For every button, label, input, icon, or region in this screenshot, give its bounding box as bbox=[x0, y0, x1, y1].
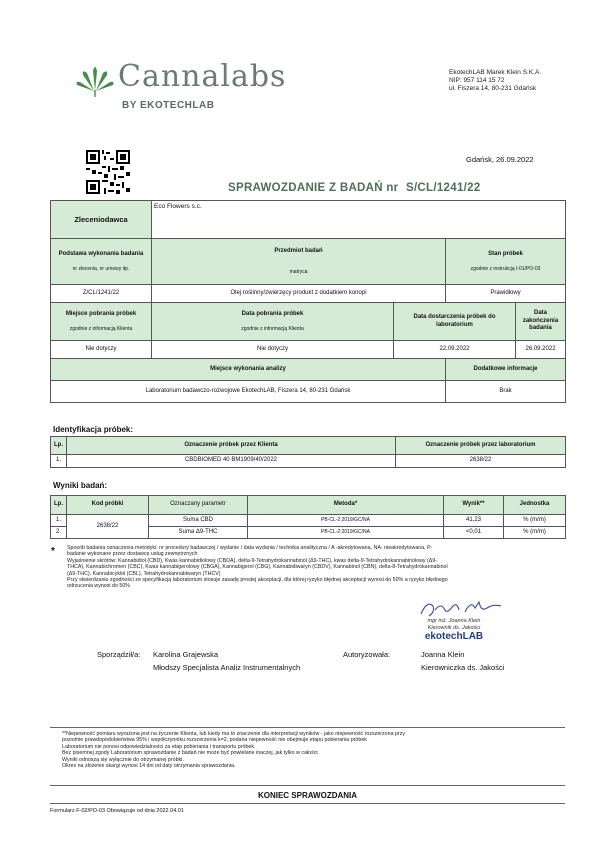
sample-state-label: Stan próbek bbox=[488, 250, 523, 257]
res-col-method: Metoda* bbox=[248, 496, 444, 515]
res-result: <0,01 bbox=[444, 527, 504, 539]
res-col-code: Kod próbki bbox=[67, 496, 149, 515]
prepared-role: Młodszy Specjalista Analiz Instrumentalnych bbox=[153, 663, 301, 672]
sampling-place-cell bbox=[51, 303, 152, 341]
footnote-line: Wyniki odnoszą się wyłącznie do otrzymanej próbki. bbox=[62, 756, 184, 763]
sampling-date-value: Nie dotyczy bbox=[152, 341, 394, 359]
footnote-line: Okres na złożenie skargi wynosi 14 dni od daty otrzymania sprawozdania. bbox=[62, 763, 236, 770]
basis-label: Podstawa wykonania badania bbox=[58, 250, 144, 257]
notes-line: odrzucenia wynosi do 50% bbox=[67, 583, 131, 590]
company-info bbox=[449, 69, 541, 93]
res-col-unit: Jednostka bbox=[504, 496, 566, 515]
report-info-table bbox=[50, 200, 566, 403]
authorized-role: Kierowniczka ds. Jakości bbox=[421, 663, 505, 672]
end-date-value: 26.09.2022 bbox=[516, 341, 566, 359]
subject-value: Olej roślinny/zwierzęcy produkt z dodatkiem konopi bbox=[152, 285, 446, 303]
basis-cell bbox=[51, 239, 152, 285]
notes-line: (Δ9-THC), Kannabicyklol (CBL), Tetrahydrokannabiwaryn (THCV) bbox=[67, 570, 221, 577]
client-value: Eco Flowers s.c. bbox=[152, 201, 566, 239]
sample-state-value: Prawidłowy bbox=[446, 285, 566, 303]
res-param: Suma Δ9-THC bbox=[149, 527, 248, 539]
sampling-date-cell bbox=[152, 303, 394, 341]
id-col-client: Oznaczenie próbek przez Klienta bbox=[67, 437, 396, 455]
sampling-date-sub: zgodnie z informacją Klienta bbox=[241, 326, 304, 332]
logo-wordmark: Cannalabs bbox=[118, 59, 287, 94]
stamp-name: mgr inż. Joanna Klein bbox=[427, 618, 481, 624]
sample-state-cell bbox=[446, 239, 566, 285]
divider bbox=[50, 785, 565, 786]
res-code: 2638/22 bbox=[67, 515, 149, 539]
company-name: EkotechLAB Marek Klein S.K.A. bbox=[449, 69, 542, 76]
client-label: Zleceniodawca bbox=[51, 201, 152, 239]
res-col-lp: Lp. bbox=[51, 496, 67, 515]
notes-block bbox=[67, 545, 567, 590]
end-date-label: Data zakończenia badania bbox=[516, 303, 566, 341]
res-lp: 2. bbox=[51, 527, 67, 539]
id-lp: 1. bbox=[51, 455, 67, 468]
company-nip: NIP: 957 114 15 72 bbox=[449, 77, 505, 84]
footnotes bbox=[62, 731, 562, 769]
delivery-date-label: Data dostarczenia próbek do laboratorium bbox=[394, 303, 516, 341]
notes-line: Przy stwierdzaniu zgodności ze specyfikacją laboratorium stosuje zasadę prostej akceptacji, dla której ryzyko błędnej akceptacji wynosi do 50% a ryzyko błędnego bbox=[67, 577, 448, 584]
footnote-line: Bez pisemnej zgody Laboratorium sprawozdanie z badań nie może być powielane inaczej, jak tylko w całości. bbox=[62, 750, 320, 757]
id-col-lab: Oznaczenie próbek przez laboratorium bbox=[396, 437, 566, 455]
cannabis-leaf-icon bbox=[75, 61, 115, 97]
subject-sub: matryca bbox=[289, 269, 308, 275]
identification-heading: Identyfikacja próbek: bbox=[53, 425, 134, 434]
results-heading: Wyniki badań: bbox=[53, 481, 108, 490]
sampling-place-sub: zgodnie z informacją Klienta bbox=[69, 326, 133, 332]
report-title bbox=[228, 182, 481, 194]
company-address: ul. Fiszera 14, 80-231 Gdańsk bbox=[449, 85, 537, 92]
divider bbox=[50, 803, 565, 804]
res-result: 41,23 bbox=[444, 515, 504, 527]
res-col-param: Oznaczany parametr bbox=[149, 496, 248, 515]
subject-cell bbox=[152, 239, 446, 285]
table-row bbox=[51, 455, 566, 468]
signature-stamp bbox=[395, 598, 515, 646]
res-unit: % (m/m) bbox=[504, 527, 566, 539]
divider bbox=[50, 727, 565, 728]
subject-label: Przedmiot badań bbox=[274, 247, 323, 254]
report-number: S/CL/1241/22 bbox=[405, 182, 481, 194]
notes-line: THCA), Kannabichromen (CBC), Kwas kannabigerolowy (CBGA), Kannabigerol (CBG), Kannabidiwaryn (CBDV), Kannabinol (CBN), delta-8-Tetrahydrokannabinol bbox=[67, 564, 448, 571]
id-client: CBDBIOMED 40 BM1909/40/2022 bbox=[67, 455, 396, 468]
report-title-prefix: SPRAWOZDANIE Z BADAŃ nr bbox=[228, 182, 399, 194]
footnote-line: Laboratorium nie ponosi odpowiedzialności za etap pobierania i transportu próbek. bbox=[62, 743, 256, 750]
basis-value: Z/CL/1241/22 bbox=[51, 285, 152, 303]
company-logo bbox=[70, 55, 287, 115]
res-col-result: Wynik** bbox=[444, 496, 504, 515]
res-method: PB-CL-2:2019/GC/NA bbox=[248, 527, 444, 539]
prepared-label: Sporządził/a: bbox=[97, 650, 141, 659]
footnote-line: **Niepewność pomiaru wyrażona jest na życzenie Klienta, lub kiedy ma to znaczenie dla interpretacji wyników - jako niepewność rozszerzona przy bbox=[62, 731, 405, 737]
notes-line: badanie wykonane przez dostawcę usług zewnętrznych bbox=[67, 551, 198, 558]
form-code: Formularz F-02/PO-03 Obowiązuje od dnia 2022.04.01 bbox=[50, 808, 184, 814]
place-date: Gdańsk, 26.09.2022 bbox=[466, 155, 534, 164]
stamp-brand: ekotechLAB bbox=[424, 631, 484, 642]
identification-table bbox=[50, 436, 566, 468]
id-col-lp: Lp. bbox=[51, 437, 67, 455]
res-param: Suma CBD bbox=[149, 515, 248, 527]
delivery-date-value: 22.09.2022 bbox=[394, 341, 516, 359]
results-table bbox=[50, 495, 566, 539]
sample-state-sub: zgodnie z instrukcją I-01/PO-03 bbox=[470, 266, 541, 272]
table-row bbox=[51, 515, 566, 527]
res-lp: 1. bbox=[51, 515, 67, 527]
sampling-date-label: Data pobrania próbek bbox=[241, 310, 304, 317]
handwritten-signature-icon bbox=[417, 598, 507, 620]
basis-sub: nr zlecenia, nr umowy itp. bbox=[72, 266, 130, 272]
authorized-name: Joanna Klein bbox=[421, 650, 465, 659]
notes-line: Wyjaśnienie skrótów: Kannabidiol (CBD), Kwas kannabidiolowy (CBDA), delta-9-Tetrahydrokannabinol (Δ9-THC), kwas delta-9-Tetrahydrokannabinolowy (Δ9- bbox=[67, 557, 438, 564]
additional-value: Brak bbox=[446, 381, 566, 403]
id-lab: 2638/22 bbox=[396, 455, 566, 468]
prepared-name: Karolina Grajewska bbox=[153, 650, 219, 659]
notes-line: Sposób badania oznaczenia metodyki: nr procedury badawczej / wydanie / data wydania / technika analityczna / A -akredytowana, NA- nieakredytowana, P- bbox=[67, 545, 433, 551]
qr-code-icon bbox=[86, 150, 130, 194]
end-of-report: KONIEC SPRAWOZDANIA bbox=[257, 791, 358, 800]
additional-label: Dodatkowe informacje bbox=[446, 359, 566, 381]
authorized-label: Autoryzowała: bbox=[343, 650, 391, 659]
footnote-line: poziomie prawdopodobieństwa 95% i współczynniku rozszerzenia k=2, podana niepewność nie obejmuje etapu pobierania próbek bbox=[62, 737, 367, 744]
sampling-place-label: Miejsce pobrania próbek bbox=[65, 310, 137, 317]
analysis-place-label: Miejsce wykonania analizy bbox=[51, 359, 446, 381]
stamp-role: Kierownik ds. Jakości bbox=[427, 625, 481, 631]
res-method: PB-CL-2:2019/GC/NA bbox=[248, 515, 444, 527]
analysis-place-value: Laboratorium badawczo-rozwojowe EkotechLAB, Fiszera 14, 80-231 Gdańsk bbox=[51, 381, 446, 403]
res-unit: % (m/m) bbox=[504, 515, 566, 527]
sampling-place-value: Nie dotyczy bbox=[51, 341, 152, 359]
logo-subtitle: BY EKOTECHLAB bbox=[122, 100, 215, 111]
notes-star: * bbox=[51, 546, 55, 557]
